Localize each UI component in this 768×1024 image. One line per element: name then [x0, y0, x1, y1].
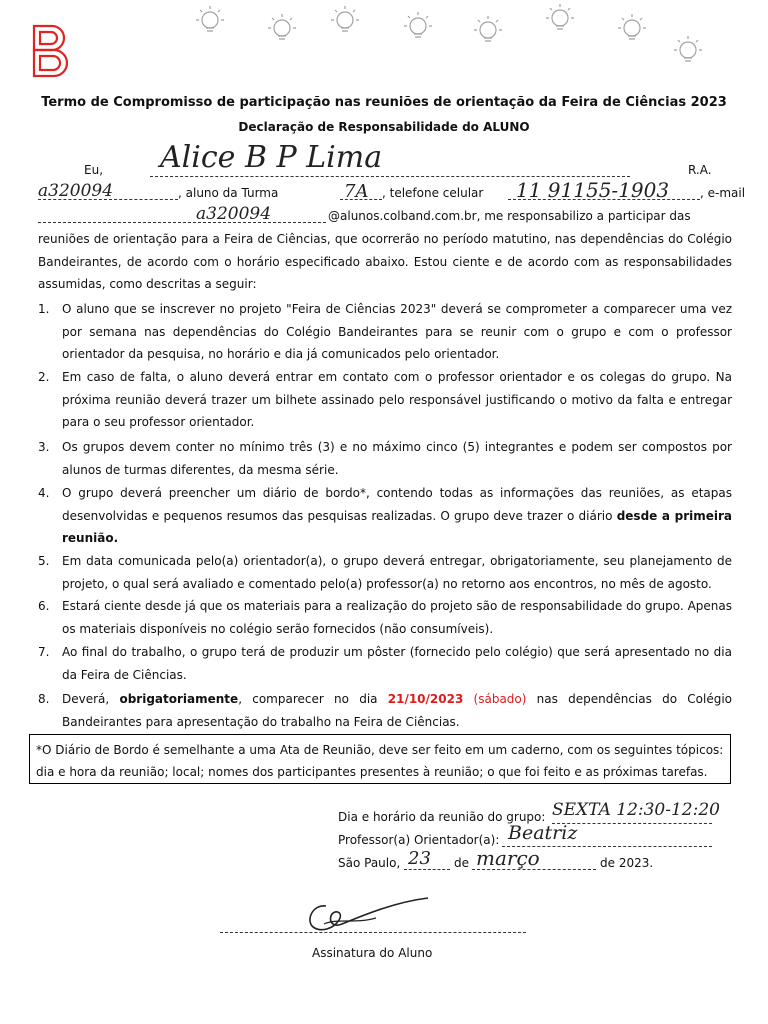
student-name-handwritten[interactable]: Alice B P Lima	[160, 140, 383, 175]
email-handwritten[interactable]: a320094	[196, 204, 272, 224]
turma-label: , aluno da Turma	[178, 186, 279, 200]
list-item: 6. Estará ciente desde já que os materiais para a realização do projeto são de responsabilidade do grupo. Apenas os materiais disponíveis no colégio serão fornecidos (não consumíveis).	[38, 599, 732, 636]
telefone-label: , telefone celular	[382, 186, 484, 200]
list-item: 7. Ao final do trabalho, o grupo terá de produzir um pôster (fornecido pelo colégio) que será apresentado no dia da Feira de Ciências.	[38, 645, 732, 682]
list-item: 2. Em caso de falta, o aluno deverá entrar em contato com o professor orientador e os colegas do grupo. Na próxima reunião deverá trazer um bilhete assinado pelo responsável justificando o motivo da falta e entregar para o seu professor orientador.	[38, 370, 732, 429]
ra-label: R.A.	[688, 163, 712, 177]
signature-line	[220, 932, 526, 933]
lightbulb-icon	[190, 4, 230, 40]
list-item: 5. Em data comunicada pelo(a) orientador(a), o grupo deverá entregar, obrigatoriamente, seu planejamento de projeto, o qual será avaliado e comentado pelo(a) professor(a) no retorno aos encontros, no mês de agosto.	[38, 554, 732, 591]
document-title: Termo de Compromisso de participação nas reuniões de orientação da Feira de Ciências 2023	[41, 95, 727, 110]
city-label: São Paulo,	[338, 856, 401, 870]
email-field-line	[38, 222, 326, 223]
email-domain-text: @alunos.colband.com.br, me responsabilizo a participar das	[328, 209, 691, 223]
meeting-handwritten[interactable]: SEXTA 12:30-12:20	[552, 800, 720, 820]
list-item: 3. Os grupos devem conter no mínimo três (3) e no máximo cinco (5) integrantes e podem ser compostos por alunos de turmas diferentes, da mesma série.	[38, 440, 732, 477]
email-label: , e-mail	[700, 186, 746, 200]
lightbulb-icon	[540, 2, 580, 38]
intro-paragraph: reuniões de orientação para a Feira de Ciências, que ocorrerão no período matutino, nas dependências do Colégio Bandeirantes, de acordo com o horário especificado abaixo. Estou ciente e de acordo com as responsabilidades assumidas, como descritas a seguir:	[38, 232, 732, 291]
day-field-line	[404, 869, 450, 870]
diario-note-box: *O Diário de Bordo é semelhante a uma Ata de Reunião, deve ser feito em um caderno, com os seguintes tópicos: dia e hora da reunião; local; nomes dos participantes presentes à reunião; o que foi feito e as próximas tarefas.	[29, 734, 731, 784]
name-field-line	[150, 176, 630, 177]
student-signature	[296, 888, 436, 936]
lightbulb-icon	[468, 14, 508, 50]
event-day: (sábado)	[463, 692, 527, 706]
event-date: 21/10/2023	[387, 692, 464, 706]
month-handwritten[interactable]: março	[476, 846, 540, 870]
lightbulb-icon	[612, 12, 652, 48]
signature-label: Assinatura do Aluno	[312, 946, 433, 960]
turma-handwritten[interactable]: 7A	[344, 181, 369, 202]
telefone-handwritten[interactable]: 11 91155-1903	[516, 178, 670, 202]
lightbulb-icon	[262, 12, 302, 48]
year-label: de 2023.	[600, 856, 654, 870]
day-handwritten[interactable]: 23	[408, 848, 431, 869]
list-item: 8. Deverá, obrigatoriamente, comparecer no dia 21/10/2023 (sábado) nas dependências do Colégio Bandeirantes para apresentação do trabalho na Feira de Ciências.	[38, 692, 733, 729]
document-subtitle: Declaração de Responsabilidade do ALUNO	[238, 120, 530, 134]
list-item: 1. O aluno que se inscrever no projeto "Feira de Ciências 2023" deverá se comprometer a comparecer uma vez por semana nas dependências do Colégio Bandeirantes para se reunir com o grupo e com o professor orientador da pesquisa, no horário e dia já comunicados pelo orientador.	[38, 302, 732, 361]
lightbulb-icon	[325, 4, 365, 40]
list-item: 4. O grupo deverá preencher um diário de bordo*, contendo todas as informações das reuniões, as etapas desenvolvidas e pequenos resumos das pesquisas realizadas. O grupo deve trazer o diário desde a primeira reunião.	[38, 486, 732, 545]
eu-label: Eu,	[84, 163, 104, 177]
lightbulb-icon	[398, 10, 438, 46]
advisor-handwritten[interactable]: Beatriz	[508, 822, 578, 844]
bandeirantes-logo-icon	[26, 20, 74, 80]
bold-emphasis: desde a primeira reunião.	[62, 508, 732, 545]
advisor-label: Professor(a) Orientador(a):	[338, 833, 500, 847]
ra-handwritten[interactable]: a320094	[38, 181, 114, 201]
meeting-label: Dia e horário da reunião do grupo:	[338, 810, 546, 824]
de-label: de	[454, 856, 469, 870]
lightbulb-icon	[668, 34, 708, 70]
